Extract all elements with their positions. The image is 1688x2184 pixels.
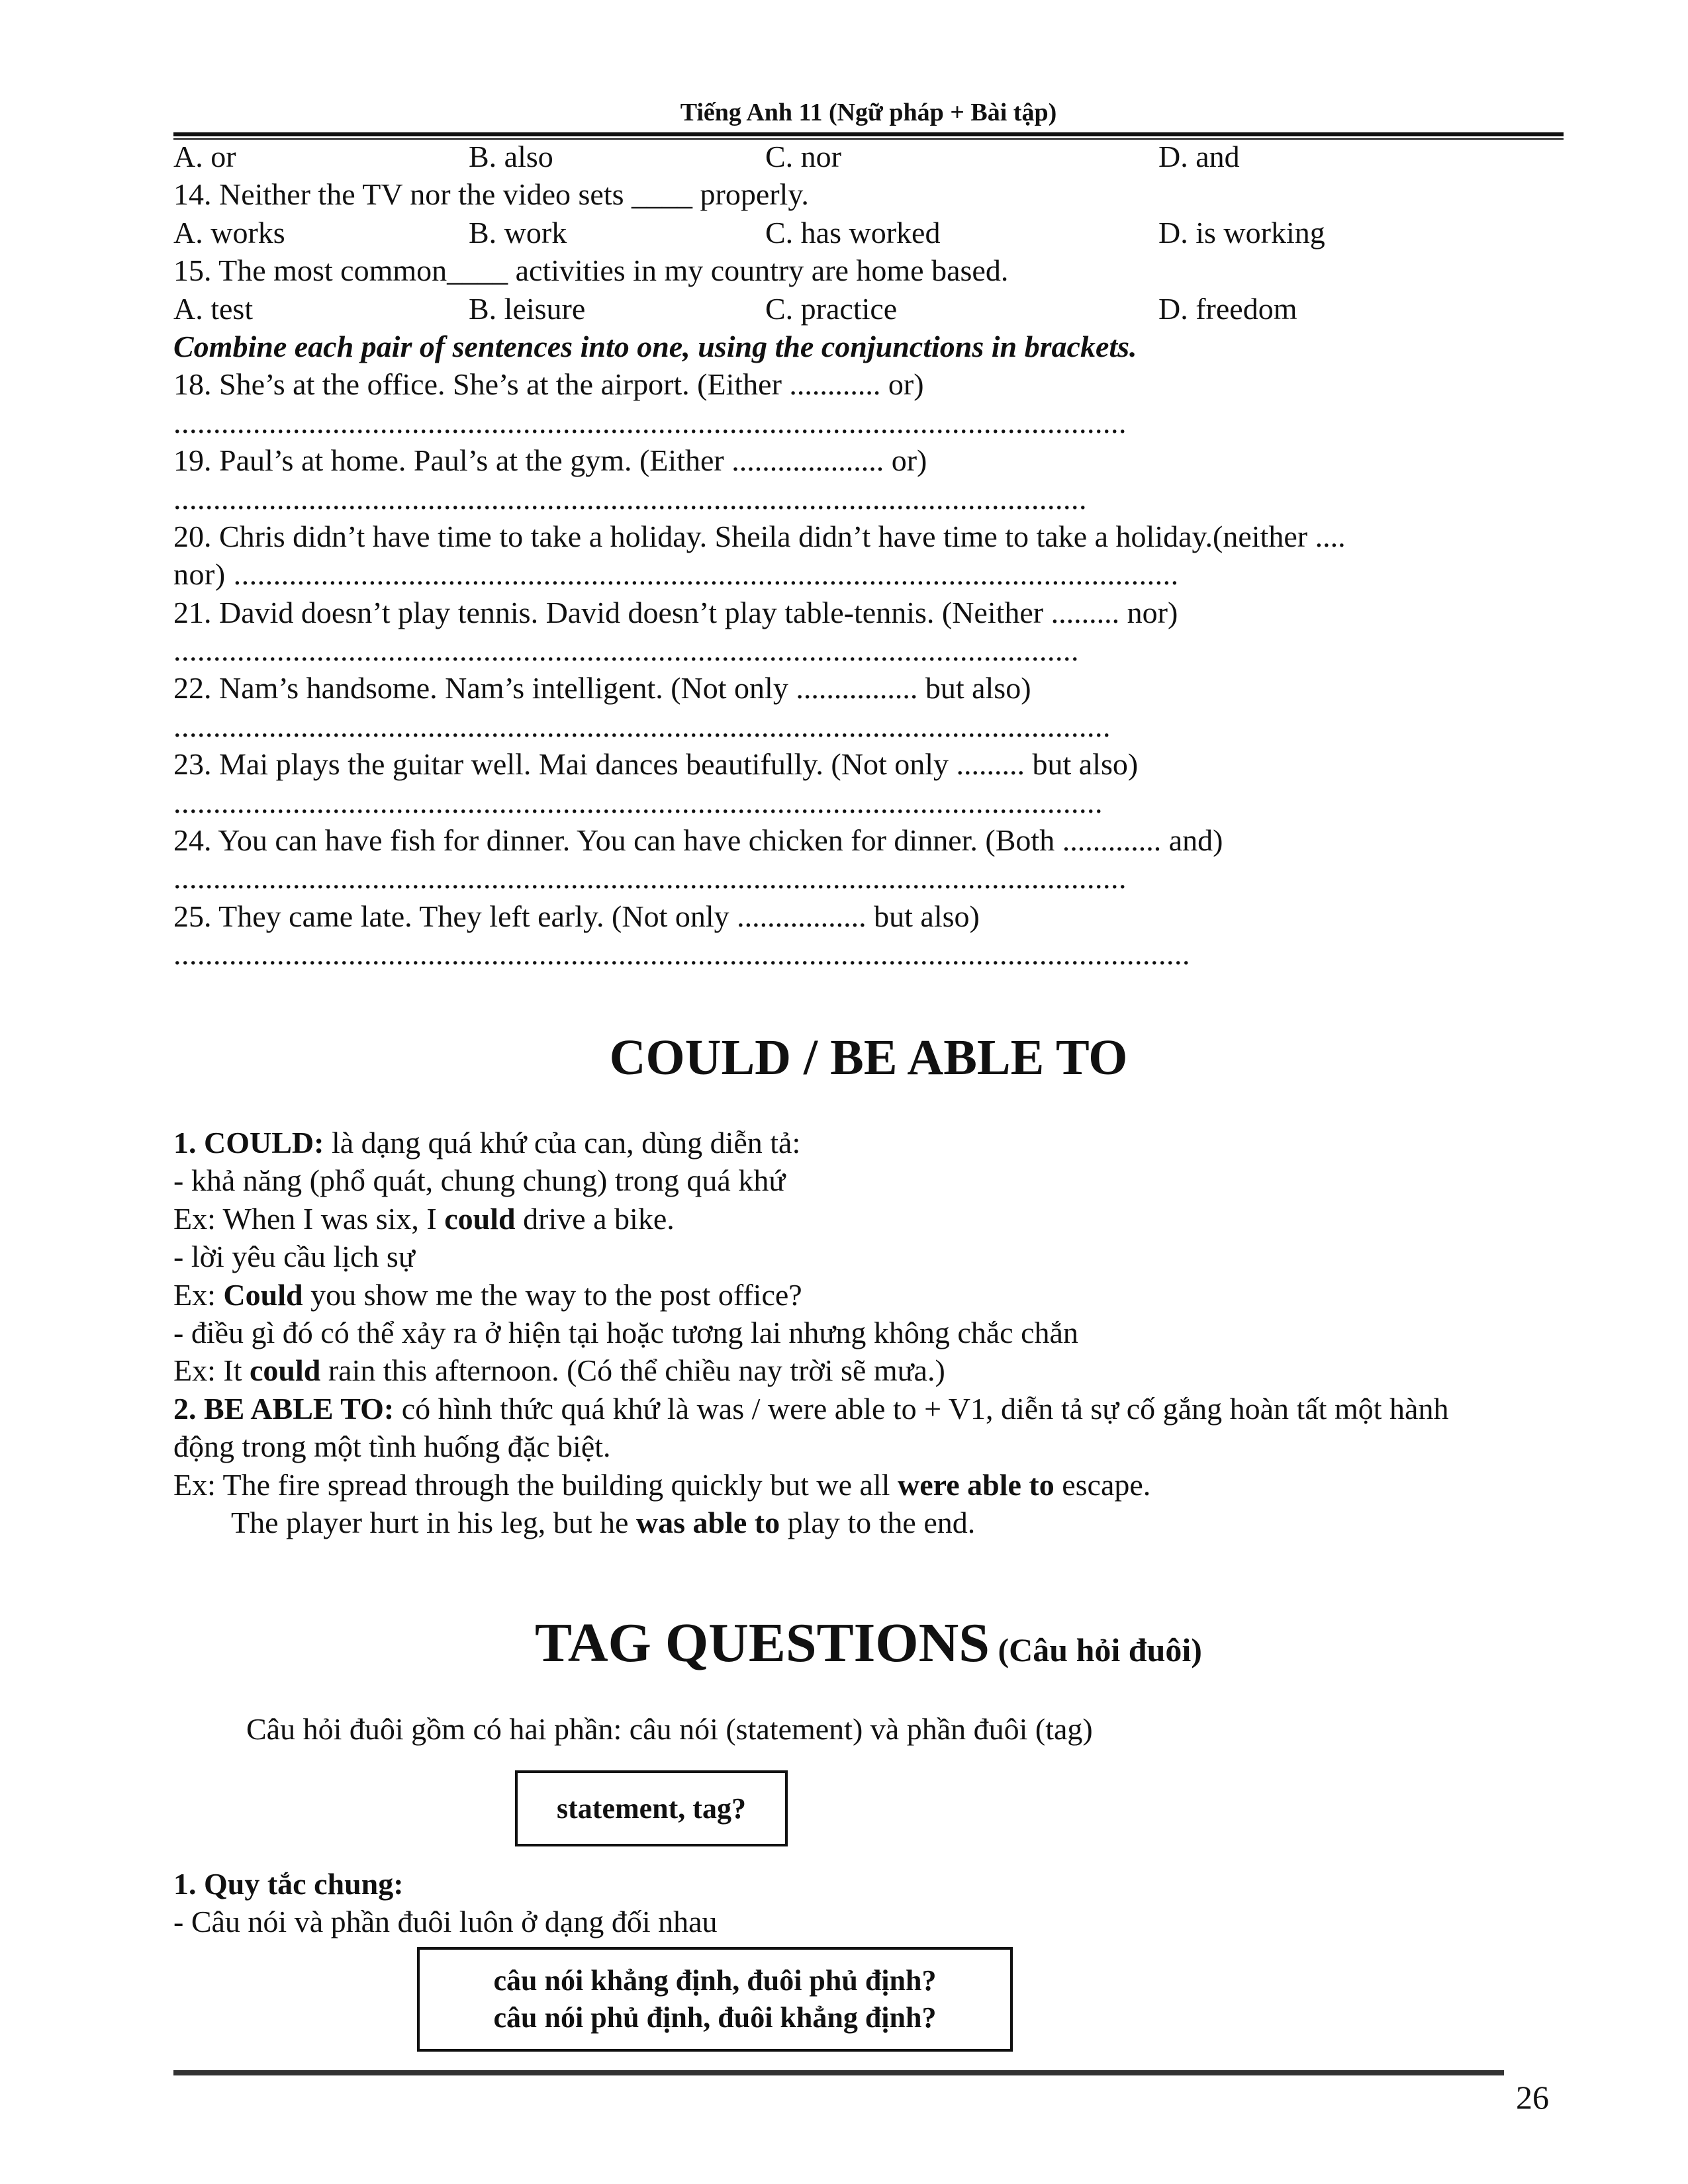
could-definition: 1. COULD: là dạng quá khứ của can, dùng diễn tả:: [173, 1126, 801, 1160]
q15-options: [173, 290, 1564, 328]
question-18: 18. She’s at the office. She’s at the airport. (Either ............ or): [173, 367, 924, 402]
question-15: 15. The most common____ activities in my country are home based.: [173, 253, 1009, 288]
question-19: 19. Paul’s at home. Paul’s at the gym. (Either .................... or): [173, 443, 927, 478]
option-c: C. has worked: [765, 215, 941, 250]
be-able-to-example-1: Ex: The fire spread through the building quickly but we all were able to escape.: [173, 1467, 1151, 1502]
could-section: [173, 1124, 1564, 1541]
could-label: 1. COULD:: [173, 1126, 324, 1160]
option-b: B. also: [469, 140, 553, 173]
answer-line-25: ................................................................................................................................: [173, 937, 1190, 972]
page-header: Tiếng Anh 11 (Ngữ pháp + Bài tập): [680, 99, 1057, 126]
option-a: A. test: [173, 291, 254, 326]
option-a: A. or: [173, 140, 236, 173]
rule-text: - Câu nói và phần đuôi luôn ở dạng đối nhau: [173, 1905, 718, 1939]
footer-rule: [173, 2070, 1504, 2075]
could-use-3: - điều gì đó có thể xảy ra ở hiện tại hoặc tương lai nhưng không chắc chắn: [173, 1315, 1078, 1349]
page-number: 26: [1516, 2079, 1549, 2116]
answer-line-20: nor) .......................................................................................................................: [173, 557, 1179, 592]
option-b: B. leisure: [469, 291, 586, 326]
option-a: A. works: [173, 215, 285, 250]
answer-line-23: .....................................................................................................................: [173, 785, 1103, 819]
section-title-tag-questions: TAG QUESTIONS (Câu hỏi đuôi): [535, 1612, 1202, 1674]
option-d: D. freedom: [1158, 291, 1297, 326]
option-c: C. practice: [765, 291, 898, 326]
option-d: D. and: [1158, 140, 1240, 173]
be-able-to-definition-cont: động trong một tình huống đặc biệt.: [173, 1430, 611, 1464]
option-c: C. nor: [765, 140, 841, 173]
could-example-3: Ex: It could rain this afternoon. (Có thể chiều nay trời sẽ mưa.): [173, 1353, 945, 1388]
could-use-1: - khả năng (phổ quát, chung chung) trong quá khứ: [173, 1163, 786, 1198]
option-d: D. is working: [1158, 215, 1325, 250]
rule-box-line-1: câu nói khẳng định, đuôi phủ định?: [493, 1964, 937, 1997]
rule-box: [417, 1947, 1013, 2052]
rule-title: 1. Quy tắc chung:: [173, 1867, 404, 1901]
header-rule: [173, 132, 1564, 136]
exercise-section: [173, 138, 1564, 974]
tag-intro: Câu hỏi đuôi gồm có hai phần: câu nói (statement) và phần đuôi (tag): [246, 1712, 1093, 1746]
question-25: 25. They came late. They left early. (Not only ................. but also): [173, 899, 980, 933]
answer-line-19: ...................................................................................................................: [173, 481, 1087, 516]
question-21: 21. David doesn’t play tennis. David doesn’t play table-tennis. (Neither ......... nor): [173, 595, 1178, 629]
question-23: 23. Mai plays the guitar well. Mai dances beautifully. (Not only ......... but also): [173, 747, 1139, 782]
question-20: 20. Chris didn’t have time to take a holiday. Sheila didn’t have time to take a holiday.(neither ....: [173, 519, 1346, 553]
could-use-2: - lời yêu cầu lịch sự: [173, 1240, 415, 1274]
formula-box: statement, tag?: [515, 1770, 788, 1846]
tag-rules: [173, 1865, 718, 1941]
be-able-to-definition: 2. BE ABLE TO: có hình thức quá khứ là was / were able to + V1, diễn tả sự cố gắng hoàn tất một hành: [173, 1391, 1449, 1426]
answer-line-22: ......................................................................................................................: [173, 709, 1111, 743]
be-able-to-label: 2. BE ABLE TO:: [173, 1391, 395, 1426]
rule-box-line-2: câu nói phủ định, đuôi khẳng định?: [493, 2001, 937, 2034]
section-title-could: COULD / BE ABLE TO: [609, 1030, 1128, 1085]
question-14: 14. Neither the TV nor the video sets ____ properly.: [173, 177, 809, 212]
could-example-2: Ex: Could you show me the way to the post office?: [173, 1277, 802, 1312]
answer-line-24: ........................................................................................................................: [173, 861, 1127, 895]
question-22: 22. Nam’s handsome. Nam’s intelligent. (Not only ................ but also): [173, 671, 1031, 705]
could-example-1: Ex: When I was six, I could drive a bike.: [173, 1201, 675, 1236]
question-24: 24. You can have fish for dinner. You can have chicken for dinner. (Both ............. and): [173, 823, 1223, 858]
answer-line-18: ........................................................................................................................: [173, 405, 1127, 439]
exercise-instruction: Combine each pair of sentences into one, using the conjunctions in brackets.: [173, 329, 1137, 363]
q14-options: [173, 214, 1564, 251]
q13-options: [173, 138, 1564, 175]
option-b: B. work: [469, 215, 567, 250]
answer-line-21: ..................................................................................................................: [173, 633, 1079, 668]
be-able-to-example-2: The player hurt in his leg, but he was able to play to the end.: [231, 1505, 976, 1539]
